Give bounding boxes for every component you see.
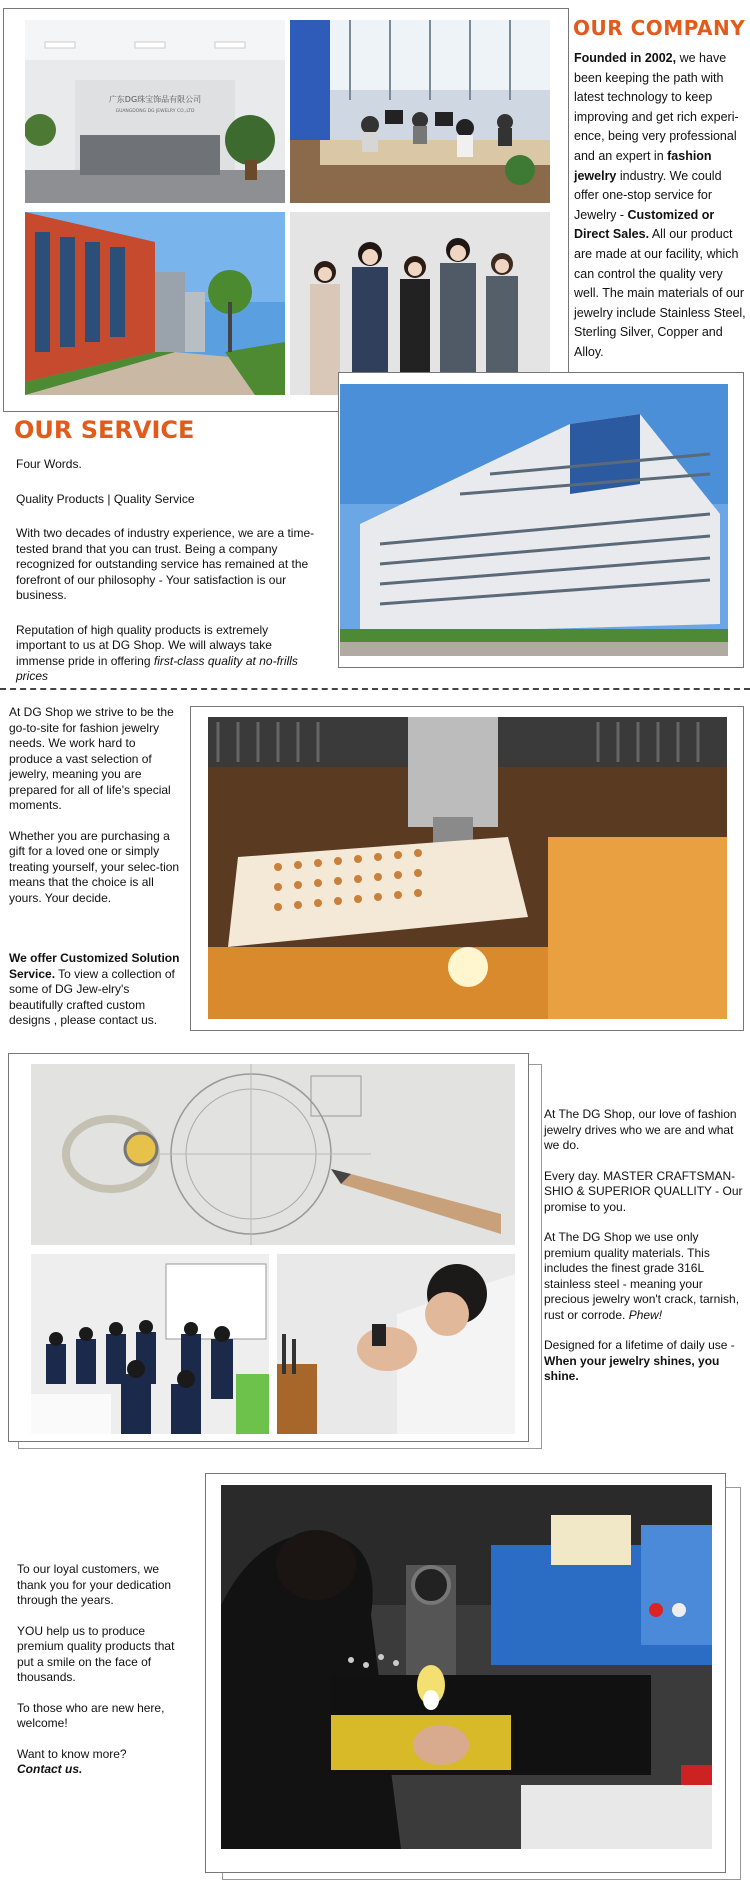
craft-p4-bold: When your jewelry shines, you shine. xyxy=(544,1353,720,1383)
craft-p3 xyxy=(544,1230,746,1323)
founded-bold: Founded in 2002, xyxy=(574,51,677,65)
craft-p4 xyxy=(544,1338,746,1385)
team-photo xyxy=(290,212,550,395)
customers-p2: YOU help us to produce premium quality products that put a smile on the face of thousands. xyxy=(17,1623,175,1684)
craft-p3-text: At The DG Shop we use only premium quality materials. This includes the finest grade 316L stainless steel - meaning your precious jewelry won't crack, tarnish, rust or corrode. xyxy=(544,1230,740,1322)
craft-p2: Every day. MASTER CRAFTSMAN-SHIO & SUPERIOR QUALLITY - Our promise to you. xyxy=(544,1168,743,1214)
service-p4 xyxy=(16,623,316,685)
company-text-3: All our product are made at our facility, which can control the quality very well. The main materials of our jewelry include Stainless Steel, Sterling Silver, Copper and Alloy. xyxy=(574,227,746,359)
company-text xyxy=(574,49,746,363)
meeting-photo xyxy=(31,1254,269,1434)
company-heading: OUR COMPANY xyxy=(573,16,746,40)
service-p4-italic: first-class quality at no-frills prices xyxy=(16,653,298,683)
customized-bold: Customized or Direct Sales. xyxy=(574,207,715,242)
customers-p1: To our loyal customers, we thank you for your dedication through the years. xyxy=(17,1562,172,1607)
service-p1: Four Words. xyxy=(16,457,82,471)
laser-p2: Whether you are purchasing a gift for a loved one or simply treating yourself, your selec-tion means that the choice is all yours. Your decide. xyxy=(9,828,180,905)
service-p4-text: Reputation of high quality products is extremely important to us at DG Shop. We will always take immense pride in offering xyxy=(16,622,272,668)
fashion-jewelry-bold: fashion jewelry xyxy=(574,148,712,183)
service-text xyxy=(16,457,316,697)
laser-p3-rest: To view a collection of some of DG Jew-elry's beautifully crafted custom designs , please contact us. xyxy=(9,966,175,1027)
building-photo xyxy=(340,384,728,656)
laser-welding-photo xyxy=(221,1485,712,1849)
reception-sign-line2: GUANGDONG DG JEWELRY CO.,LTD xyxy=(115,109,195,114)
laser-p1: At DG Shop we strive to be the go-to-site for fashion jewelry needs. We work hard to produce a vast selection of jewelry, meaning you are prepared for all of life's special moments. xyxy=(9,705,174,812)
company-text-2: industry. We could offer one-stop service for Jewelry - xyxy=(574,168,722,222)
craft-p3-italic: Phew! xyxy=(628,1307,663,1322)
laser-machine-photo xyxy=(208,717,727,1019)
service-p3: With two decades of industry experience, we are a time-tested brand that you can trust. Being a company recognized for outstanding service has remained at the forefront of our philosophy - Your satisfaction is our business. xyxy=(16,526,315,602)
reception-photo xyxy=(25,20,285,203)
office-photo xyxy=(290,20,550,203)
reception-sign-line1: 广东DG珠宝饰品有限公司 xyxy=(108,95,202,104)
craft-p1: At The DG Shop, our love of fashion jewelry drives who we are and what we do. xyxy=(544,1107,737,1152)
craft-p4-text: Designed for a lifetime of daily use - xyxy=(544,1338,735,1352)
section-divider xyxy=(0,688,750,690)
company-text-1: we have been keeping the path with latest technology to keep improving and get rich experi-ence, being very professional and an expert in xyxy=(574,51,739,163)
craft-text xyxy=(544,1107,746,1397)
laser-p3-bold: We offer Customized Solution Service. xyxy=(9,951,180,981)
laser-p3 xyxy=(9,951,181,1029)
ring-sketch-photo xyxy=(31,1064,515,1245)
contact-us-link[interactable]: Contact us. xyxy=(17,1762,83,1776)
campus-path-photo xyxy=(25,212,285,395)
customers-p3: To those who are new here, welcome! xyxy=(17,1700,165,1730)
customers-p4 xyxy=(17,1747,187,1778)
service-heading: OUR SERVICE xyxy=(14,416,195,444)
customers-text xyxy=(17,1562,187,1790)
jeweler-inspection-photo xyxy=(277,1254,515,1434)
laser-text xyxy=(9,705,181,1041)
customers-p4-text: Want to know more? xyxy=(17,1746,127,1761)
service-p2: Quality Products | Quality Service xyxy=(16,491,195,506)
